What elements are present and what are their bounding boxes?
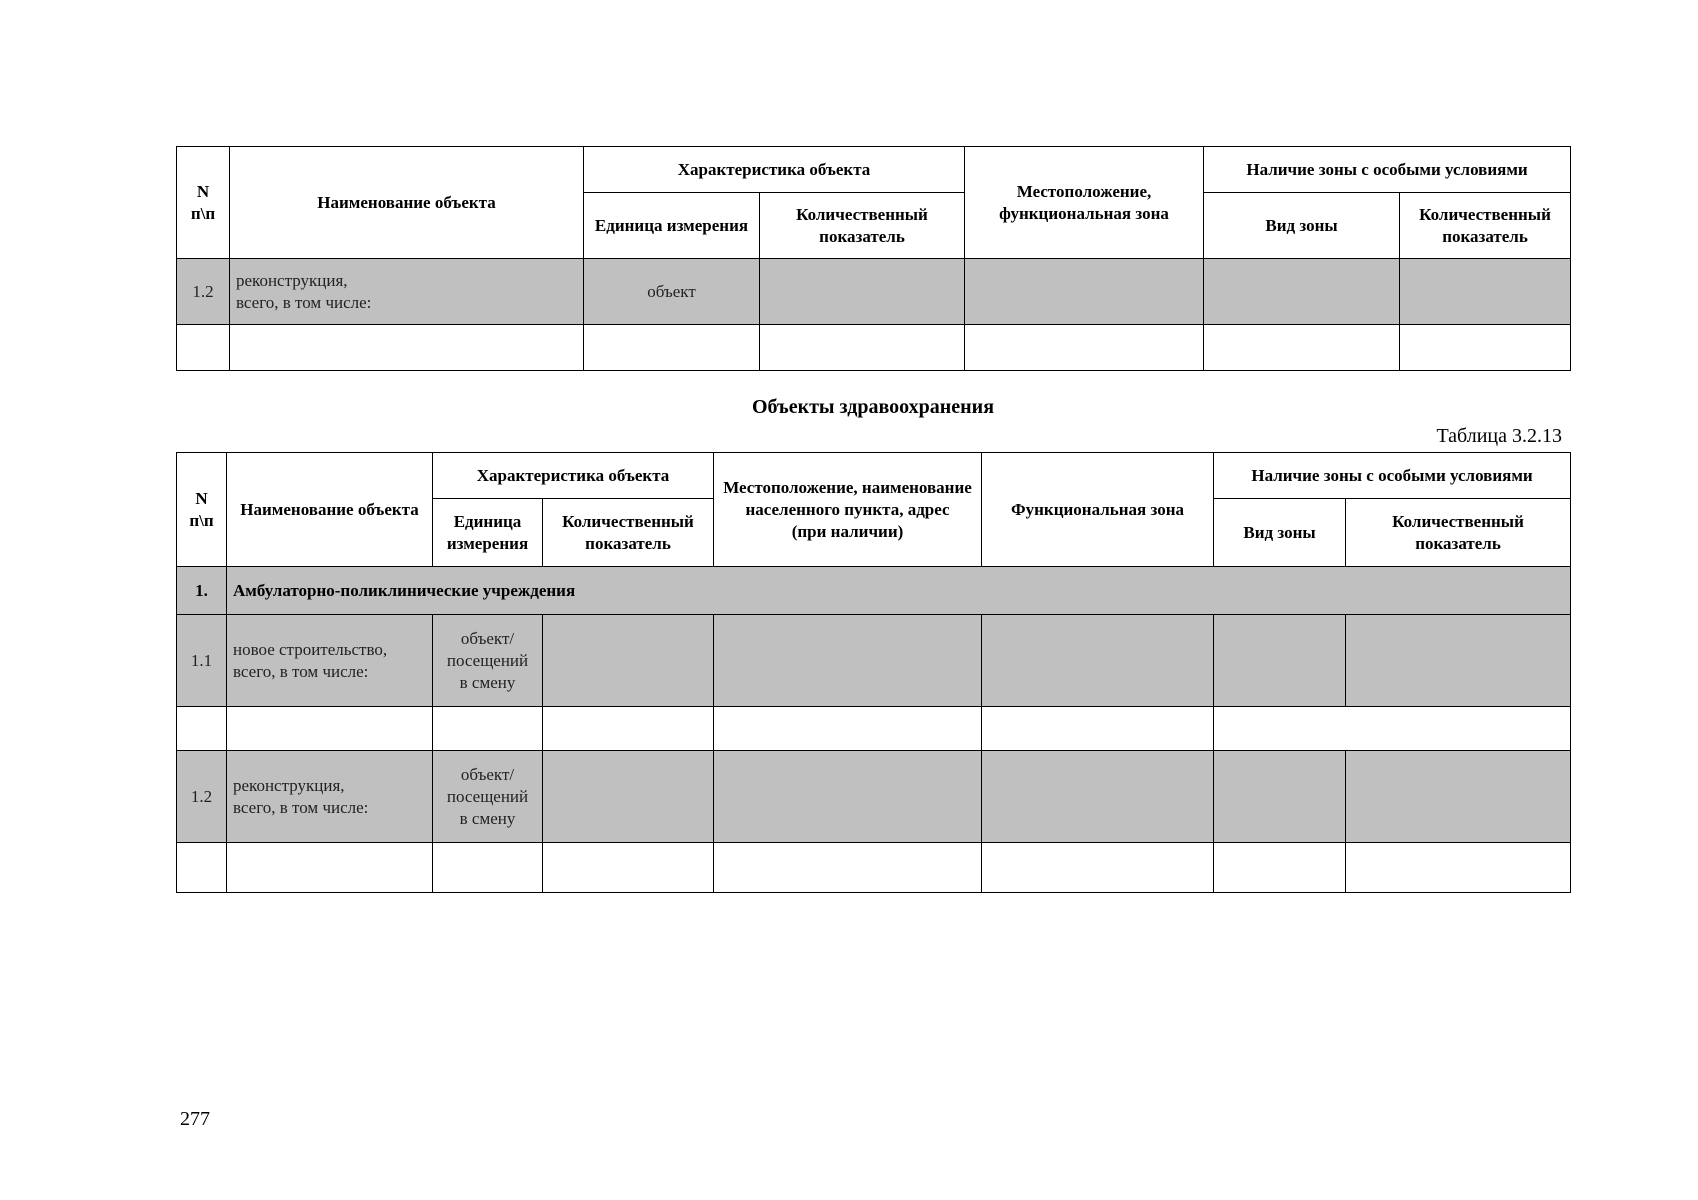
- header-zone-type: Вид зоны: [1204, 193, 1400, 259]
- cell-functional-zone: [982, 615, 1214, 707]
- table-row: [177, 259, 1571, 325]
- section-title: Объекты здравоохранения: [751, 396, 995, 418]
- header-name: Наименование объекта: [230, 147, 584, 259]
- table-row: [177, 843, 1571, 893]
- header-num: N п\п: [177, 147, 230, 259]
- cell-zone-quantity: [1346, 843, 1571, 893]
- cell-num: [177, 325, 230, 371]
- cell-location: [965, 259, 1204, 325]
- cell-unit: [433, 843, 543, 893]
- cell-unit: объект/ посещений в смену: [433, 751, 543, 843]
- cell-zone-type: [1214, 751, 1346, 843]
- group-num: 1.: [177, 567, 227, 615]
- cell-quantity: [543, 843, 714, 893]
- cell-num: 1.2: [177, 751, 227, 843]
- header-unit: Единица измерения: [433, 499, 543, 567]
- table-healthcare: [176, 452, 1571, 893]
- group-label: Амбулаторно-поликлинические учреждения: [227, 567, 1571, 615]
- cell-num: [177, 707, 227, 751]
- table-row: [177, 751, 1571, 843]
- cell-zone-quantity: [1346, 751, 1571, 843]
- header-quantity: Количественный показатель: [760, 193, 965, 259]
- cell-zone-quantity: [1400, 259, 1571, 325]
- cell-name: [227, 843, 433, 893]
- header-characteristic: Характеристика объекта: [433, 453, 714, 499]
- header-unit: Единица измерения: [584, 193, 760, 259]
- table-number: Таблица 3.2.13: [1436, 425, 1562, 447]
- cell-quantity: [543, 751, 714, 843]
- header-zones: Наличие зоны с особыми условиями: [1204, 147, 1571, 193]
- cell-name: реконструкция, всего, в том числе:: [230, 259, 584, 325]
- page-number: 277: [180, 1108, 210, 1130]
- header-zone-type: Вид зоны: [1214, 499, 1346, 567]
- cell-zone-quantity: [1346, 615, 1571, 707]
- cell-unit: [433, 707, 543, 751]
- cell-quantity: [760, 325, 965, 371]
- cell-location: [714, 843, 982, 893]
- cell-zone-type: [1214, 843, 1346, 893]
- cell-zone-merged: [1214, 707, 1571, 751]
- header-quantity: Количественный показатель: [543, 499, 714, 567]
- header-zone-quantity: Количественный показатель: [1346, 499, 1571, 567]
- header-zone-quantity: Количественный показатель: [1400, 193, 1571, 259]
- header-functional-zone: Функциональная зона: [982, 453, 1214, 567]
- cell-name: реконструкция, всего, в том числе:: [227, 751, 433, 843]
- cell-num: [177, 843, 227, 893]
- cell-functional-zone: [982, 751, 1214, 843]
- group-row: [177, 567, 1571, 615]
- cell-name: [227, 707, 433, 751]
- cell-location: [714, 615, 982, 707]
- cell-location: [714, 707, 982, 751]
- header-location: Местоположение, функциональная зона: [965, 147, 1204, 259]
- cell-name: [230, 325, 584, 371]
- cell-zone-type: [1204, 259, 1400, 325]
- table-row: [177, 707, 1571, 751]
- cell-zone-type: [1214, 615, 1346, 707]
- table-row: [177, 615, 1571, 707]
- cell-unit: [584, 325, 760, 371]
- header-num: N п\п: [177, 453, 227, 567]
- cell-functional-zone: [982, 843, 1214, 893]
- header-location: Местоположение, наименование населенного пункта, адрес (при наличии): [714, 453, 982, 567]
- cell-quantity: [543, 615, 714, 707]
- table-upper: [176, 146, 1571, 371]
- cell-num: 1.1: [177, 615, 227, 707]
- cell-location: [965, 325, 1204, 371]
- cell-quantity: [760, 259, 965, 325]
- header-name: Наименование объекта: [227, 453, 433, 567]
- cell-name: новое строительство, всего, в том числе:: [227, 615, 433, 707]
- cell-location: [714, 751, 982, 843]
- cell-unit: объект: [584, 259, 760, 325]
- cell-zone-type: [1204, 325, 1400, 371]
- cell-zone-quantity: [1400, 325, 1571, 371]
- header-zones: Наличие зоны с особыми условиями: [1214, 453, 1571, 499]
- cell-functional-zone: [982, 707, 1214, 751]
- cell-quantity: [543, 707, 714, 751]
- header-characteristic: Характеристика объекта: [584, 147, 965, 193]
- cell-num: 1.2: [177, 259, 230, 325]
- cell-unit: объект/ посещений в смену: [433, 615, 543, 707]
- table-row: [177, 325, 1571, 371]
